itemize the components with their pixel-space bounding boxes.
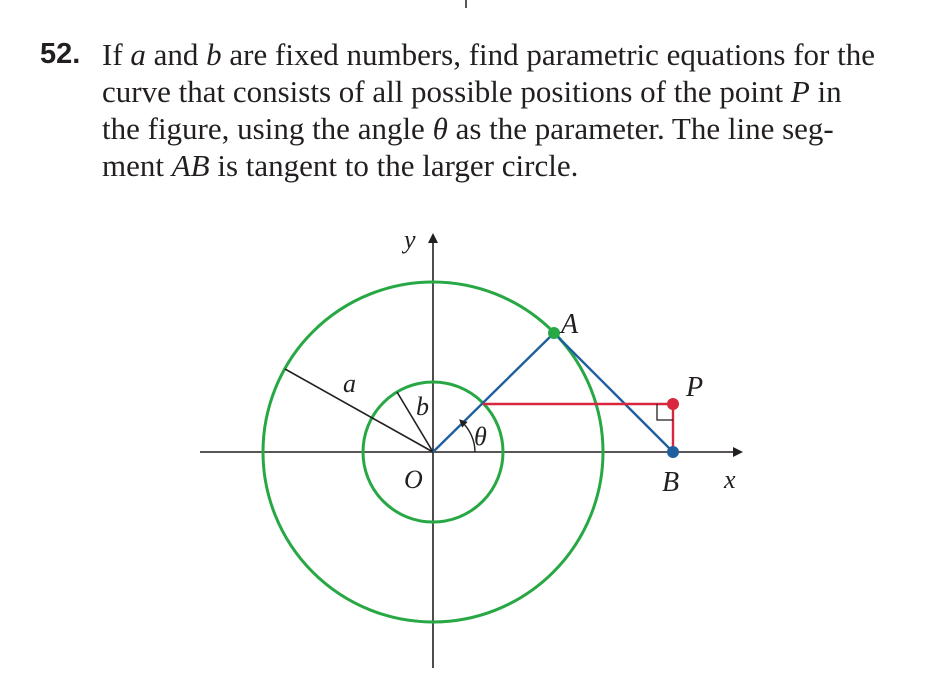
- radius-a-segment: [285, 369, 433, 452]
- point-B-label: B: [662, 467, 680, 498]
- variable-P: P: [790, 74, 810, 109]
- text-run: the figure, using the angle: [102, 111, 433, 146]
- text-run: curve that consists of all possible positions of the point: [102, 74, 791, 109]
- radius-a-label: a: [343, 369, 356, 398]
- point-P-dot: [667, 398, 679, 410]
- radius-b-label: b: [416, 392, 429, 421]
- point-P-label: P: [686, 372, 704, 403]
- angle-theta-label: θ: [474, 422, 487, 451]
- text-run: in: [809, 74, 842, 109]
- text-run: and: [145, 37, 207, 72]
- point-A-label: A: [561, 309, 579, 340]
- variable-theta: θ: [432, 111, 448, 146]
- x-axis-label: x: [724, 465, 736, 494]
- variable-a: a: [130, 37, 146, 72]
- variable-b: b: [206, 37, 222, 72]
- point-A-dot: [548, 327, 560, 339]
- problem-number: 52.: [40, 38, 81, 70]
- text-run: as the parameter. The line seg-: [447, 111, 834, 146]
- text-run: is tangent to the larger circle.: [209, 148, 579, 183]
- segment-AB: [554, 333, 673, 452]
- point-B-dot: [667, 446, 679, 458]
- segment-OA: [433, 333, 554, 452]
- text-run: ment: [102, 148, 172, 183]
- origin-label: O: [404, 465, 423, 494]
- text-run: are fixed numbers, find parametric equations for the: [221, 37, 876, 72]
- y-axis-label: y: [404, 225, 416, 254]
- variable-AB: AB: [171, 148, 210, 183]
- text-run: If: [102, 37, 131, 72]
